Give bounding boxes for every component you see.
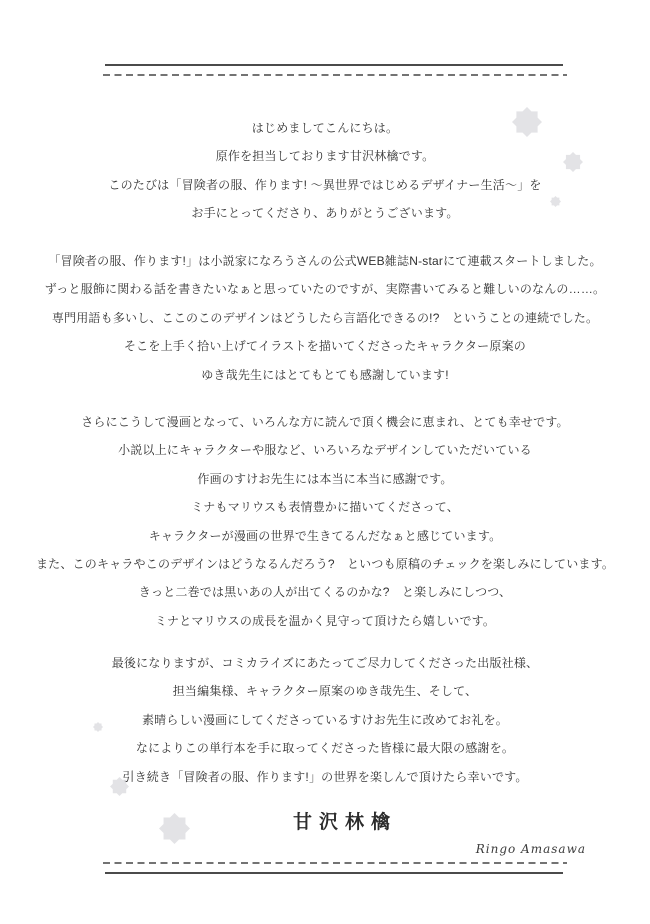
text-line: このたびは「冒険者の服、作ります! ～異世界ではじめるデザイナー生活～」を bbox=[108, 177, 542, 192]
text-line: 最後になりますが、コミカライズにあたってご尽力してくださった出版社様、 bbox=[111, 656, 539, 670]
bottom-dashed-rule bbox=[103, 862, 567, 864]
text-line: 専門用語も多いし、ここのこのデザインはどうしたら言語化できるの!? ということの連続でした。 bbox=[51, 310, 599, 325]
afterword-paragraph-manga bbox=[20, 408, 630, 635]
author-name bbox=[0, 811, 650, 836]
text-line: 作画のすけお先生には本当に本当に感謝です。 bbox=[197, 471, 453, 486]
text-line: はじめましてこんにちは。 bbox=[251, 121, 399, 135]
text-line: 引き続き「冒険者の服、作ります!」の世界を楽しんで頂けたら幸いです。 bbox=[122, 769, 528, 784]
bottom-solid-rule bbox=[105, 872, 563, 874]
text-line: ミナとマリウスの成長を温かく見守って頂けたら嬉しいです。 bbox=[154, 613, 496, 628]
text-line: なによりこの単行本を手に取ってくださった皆様に最大限の感謝を。 bbox=[135, 741, 515, 756]
top-dashed-rule bbox=[103, 74, 567, 76]
text-line: キャラクターが漫画の世界で生きてるんだなぁと感じています。 bbox=[148, 528, 502, 543]
text-line: そこを上手く拾い上げてイラストを描いてくださったキャラクター原案の bbox=[123, 339, 526, 354]
text-line: ずっと服飾に関わる話を書きたいなぁと思っていたのですが、実際書いてみると難しいのなんの……。 bbox=[44, 282, 606, 297]
text-line: お手にとってくださり、ありがとうございます。 bbox=[191, 206, 459, 221]
text-line: ゆき哉先生にはとてもとても感謝しています! bbox=[201, 367, 449, 382]
afterword-paragraph-thanks bbox=[20, 649, 630, 791]
afterword-paragraph-serialization bbox=[20, 247, 630, 389]
author-signature-romaji: Ringo Amasawa bbox=[475, 842, 586, 856]
text-line: また、このキャラやこのデザインはどうなるんだろう? といつも原稿のチェックを楽しみにしています。 bbox=[35, 557, 615, 572]
author-name-text: 甘沢林檎 bbox=[292, 812, 397, 833]
text-line: ミナもマリウスも表情豊かに描いてくださって、 bbox=[191, 500, 459, 515]
text-line: 原作を担当しております甘沢林檎です。 bbox=[215, 149, 435, 164]
text-line: 「冒険者の服、作ります!」は小説家になろうさんの公式WEB雑誌N-starにて連載スタートしました。 bbox=[48, 254, 602, 268]
text-line: 小説以上にキャラクターや服など、いろいろなデザインしていただいている bbox=[118, 443, 532, 458]
text-line: 担当編集様、キャラクター原案のゆき哉先生、そして、 bbox=[172, 684, 478, 699]
text-line: さらにこうして漫画となって、いろんな方に読んで頂く機会に恵まれ、とても幸せです。 bbox=[81, 415, 569, 429]
afterword-paragraph-greeting bbox=[20, 114, 630, 228]
top-solid-rule bbox=[105, 64, 563, 66]
text-line: きっと二巻では黒いあの人が出てくるのかな? と楽しみにしつつ、 bbox=[138, 585, 512, 600]
text-line: 素晴らしい漫画にしてくださっているすけお先生に改めてお礼を。 bbox=[141, 712, 508, 727]
